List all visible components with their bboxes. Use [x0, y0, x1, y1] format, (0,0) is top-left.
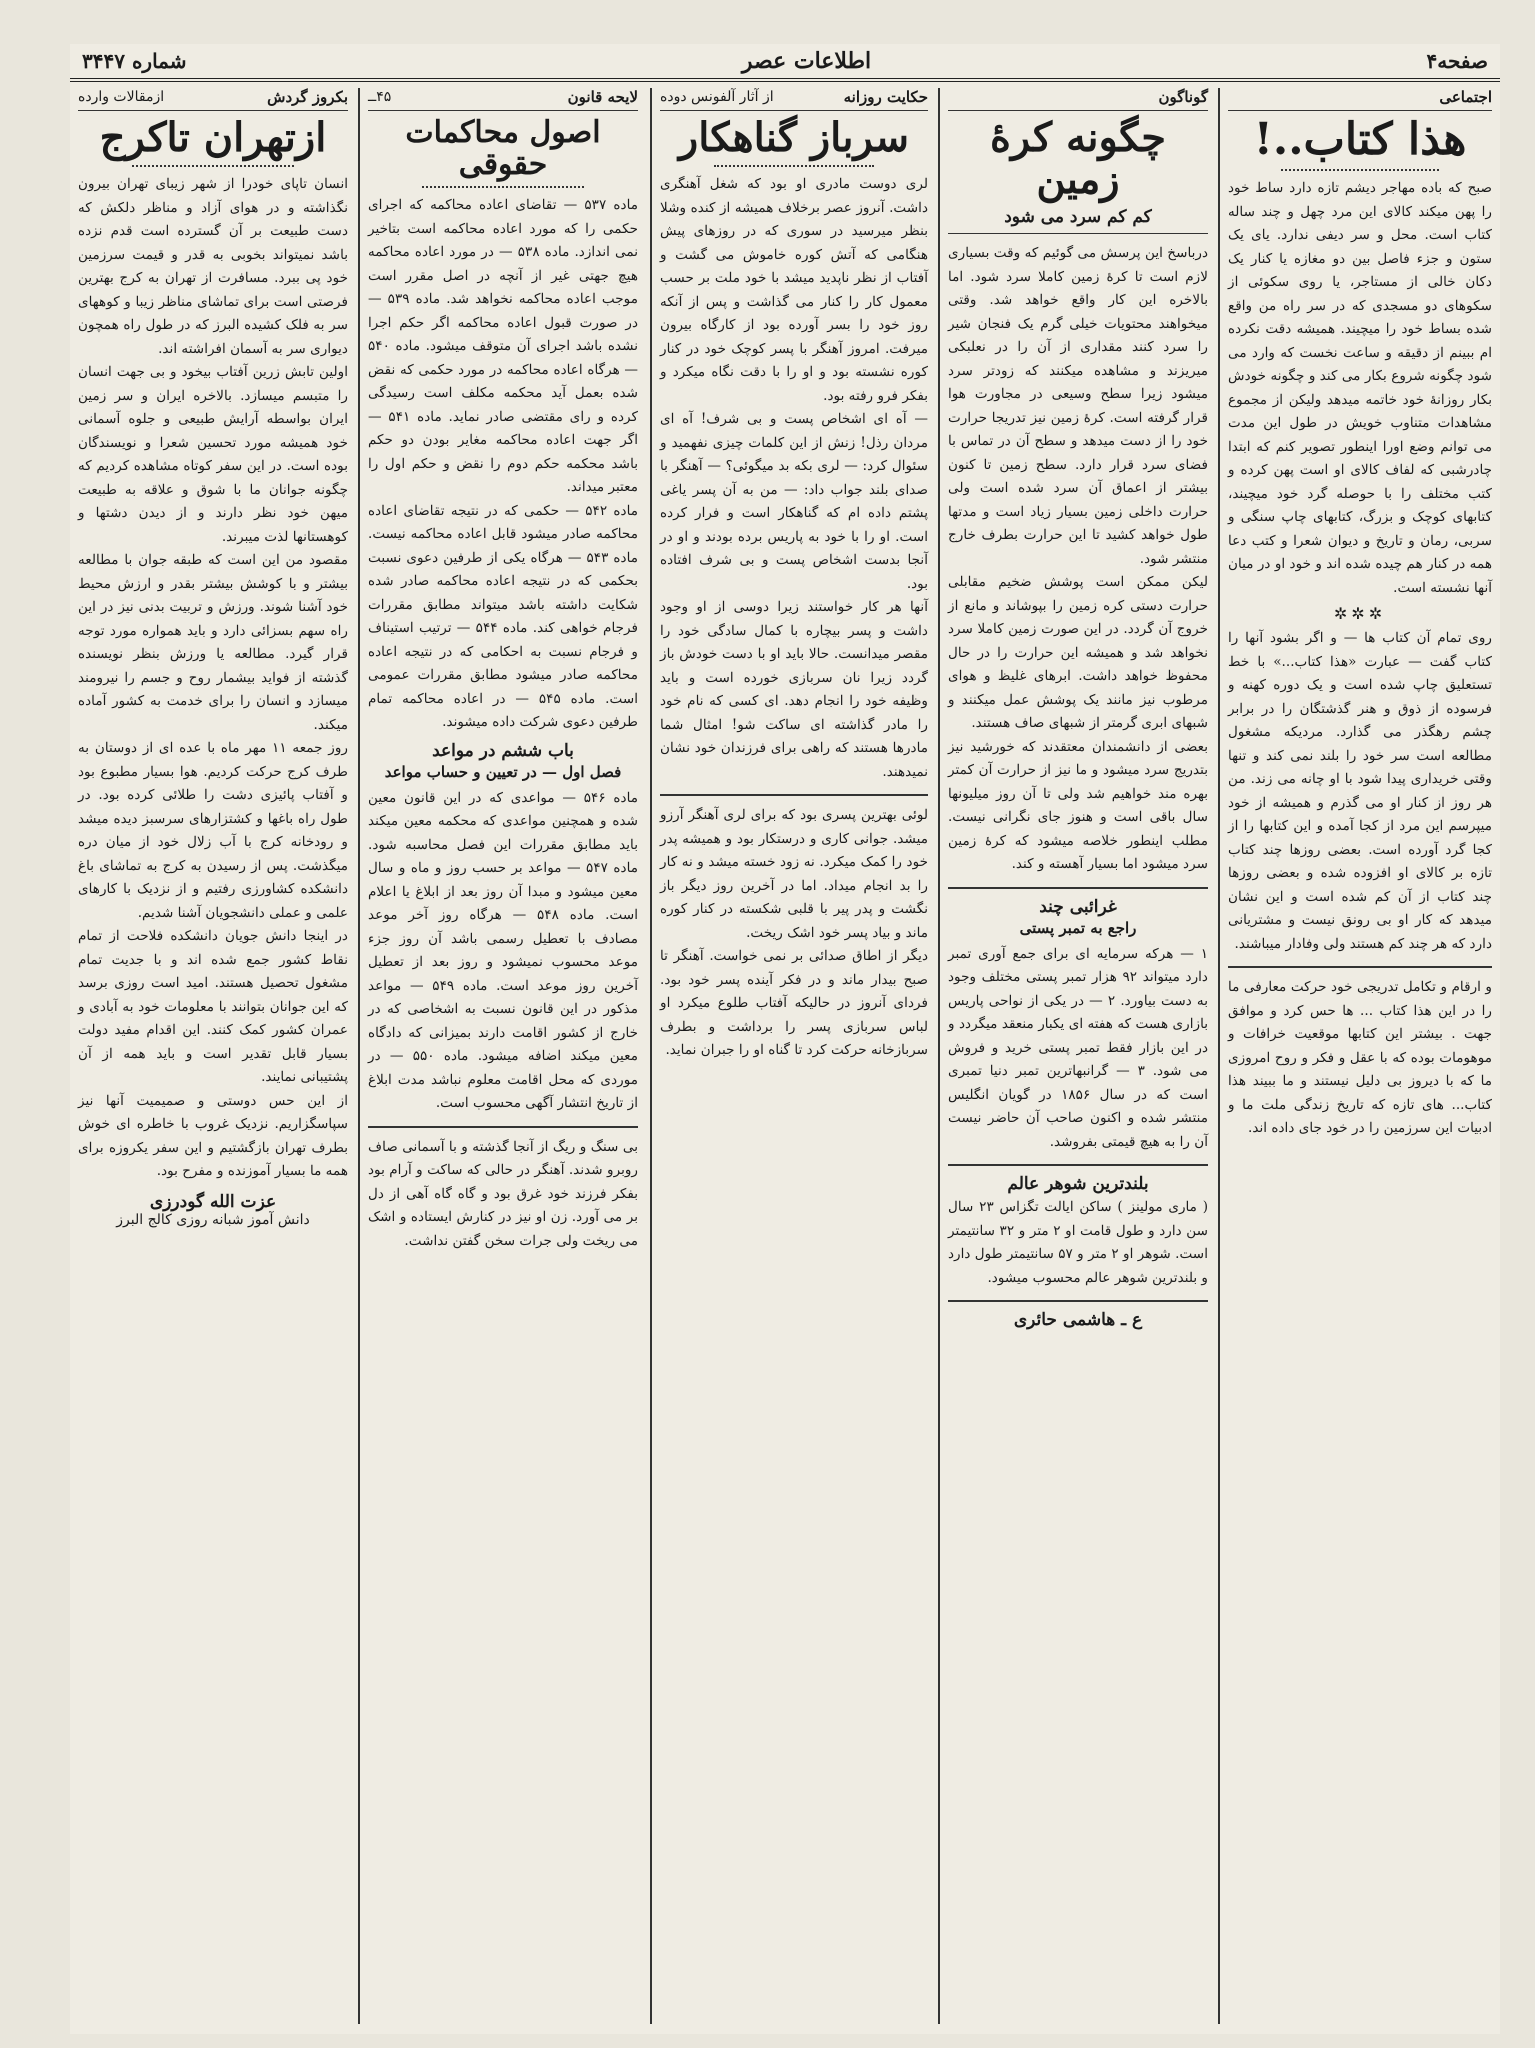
article-body: و ارقام و تکامل تدریجی خود حرکت معارفی ما را در این هذا کتاب ... ها حس کرد و موافق جهت . بیشتر این کتابها موقعیت خرافات و موهومات بوده که با عقل و فکر و روح امروزی ما که با دیروز بی دلیل نیستند و ما ببیند هذا کتاب... های تازه که تاریخ زندگی ملت ما و ادبیات این سرزمین را در خود جای داده اند.	[1228, 979, 1492, 1137]
headline-soldier: سرباز گناهکار	[678, 114, 910, 161]
headline-tehran: ازتهران تاکرج	[99, 114, 327, 161]
section-note: ۴۵ــ	[368, 89, 392, 105]
divider	[132, 165, 294, 167]
paper-name: اطلاعات عصر	[741, 48, 872, 74]
divider	[1228, 966, 1492, 968]
article-body: روی تمام آن کتاب ها — و اگر بشود آنها را کتاب گفت — عبارت «هذا کتاب...» با خط تستعلیق چاپ شده است و یک دوره کهنه و فرسوده از ذوق و هنر گذشتگان را در برابر چشم رهگذر می گذارد. مردیکه مشغول مطالعه است سر خود را بلند نمی کند و تنها وقتی خریداری پیدا شود با او چانه می زند. من هر روز از کنار او می گذرم و همیشه از خود میپرسم این مرد از کجا آمده و این کتابها را از کجا گرد آورده است. بعضی روزها چند کتاب تازه بر کالای او افزوده شده و بعضی روزها چند کتاب از آن کم شده است و این نشان میدهد که کار او بی رونق نیست و مشتریانی دارد که هر چند کم هستند ولی وفادار میباشند.	[1228, 630, 1492, 952]
section-label: لایحه قانون	[567, 88, 638, 106]
headline-law: اصول محاکمات حقوقی	[405, 115, 601, 182]
tall-title: بلندترین شوهر عالم	[1007, 1174, 1149, 1194]
masthead	[70, 44, 1500, 82]
article-body: لوئی بهترین پسری بود که برای لری آهنگر آرزو میشد. جوانی کاری و درستکار بود و همیشه پدر خود را کمک میکرد. نه زود خسته میشد و نه کار را بد انجام میداد. اما در آخرین روز دیگر باز نگشت و پدر پیر با قلبی شکسته در کنار کوره ماند و بیاد پسر خود اشک ریخت.	[660, 807, 928, 941]
chapter-subtitle: فصل اول — در تعیین و حساب مواعد	[384, 762, 622, 781]
subhead-earth: کم کم سرد می شود	[948, 207, 1208, 234]
article-body: اولین تابش زرین آفتاب بیخود و بی جهت انسان را متبسم میسازد. بالاخره ایران و سر زمین ایران بواسطه آرایش طبیعی و جلوه آسمانی خود همیشه مورد تحسین شعرا و نویسندگان بوده است. در این سفر کوتاه مشاهده کردیم که چگونه جوانان ما با شوق و علاقه به طبیعت میهن خود نظر دارند و از دیدن دشتها و کوهستانها لذت میبرند.	[78, 364, 348, 545]
divider	[1281, 169, 1439, 171]
column-tehran	[70, 88, 356, 2024]
newspaper-page	[70, 44, 1500, 2034]
section-kicker	[948, 88, 1208, 111]
divider	[422, 186, 584, 188]
article-body: انسان تاپای خودرا از شهر زیبای تهران بیرون نگذاشته و در هوای آزاد و مناظر دلکش که دست طبیعت بر آن گسترده است قدم نزده باشد نمیتواند بخوبی به قدر و قیمت سرزمین خود پی ببرد. مسافرت از تهران به کرج بهترین فرصتی است برای تماشای مناظر زیبا و کوههای سر به فلک کشیده البرز که در طول راه همچون دیواری سر به آسمان افراشته اند.	[78, 176, 348, 357]
column-social	[1220, 88, 1500, 2024]
section-note: از آثار آلفونس دوده	[660, 89, 774, 105]
ornament-stars: ✲✲✲	[1333, 604, 1387, 624]
section-kicker	[660, 88, 928, 111]
article-body: لری دوست مادری او بود که شغل آهنگری داشت. آنروز عصر برخلاف همیشه از کنده وشلا بنظر میرسید در سوری که در روزهای پیش هنگامی که آتش کوره خاموش می گشت و آفتاب از نظر ناپدید میشد با خود ملت بر حسب معمول کار را کنار می گذاشت و پس از آنکه روز خود را بسر آورده بود از کارگاه بیرون میرفت. امروز آهنگر با پسر کوچک خود در کنار کوره نشسته بود و او را با دقت نگاه میکرد و بفکر فرو رفته بود.	[660, 176, 928, 404]
divider	[948, 1300, 1208, 1302]
author-signature: عزت الله گودرزی	[149, 1191, 277, 1212]
section-label: حکایت روزانه	[843, 88, 928, 106]
column-rule	[1218, 88, 1220, 2024]
article-body: صبح که باده مهاجر دیشم تازه دارد ساط خود را پهن میکند کالای این مرد چهل و چند ساله کتاب است. محل و سر دیفی ندارد. یای یک ستون و جزء فاصل بین دو مغازه یا کنار یک دکان خالی از مستاجر، یا روی سکوئی از سکوهای دو مسجدی که در سر راه من واقع شده بساط خود را میچیند. همیشه دقت نکرده ام ببینم از دقیقه و ساعت نخست که وارد می شود چگونه شروع بکار می کند و چگونه خودش بکار روزانهٔ خود خاتمه میدهد ولیکن از مجموع مشاهدات متناوب خویش در طول این مدت می توانم وضع اورا اینطور تصویر کنم که ابتدا چادرشبی که لفاف کالای او است پهن کرده و کتب مختلف را با حوصله گرد خود میچیند، کتابهای کوچک و بزرگ، کتابهای چاپ سنگی و سربی، رمان و تاریخ و دیوان شعرا و کتب دعا همه در کنار هم چیده شده اند و خود او در میان آنها نشسته است.	[1228, 180, 1492, 596]
headline-social: هذا کتاب..!	[1253, 114, 1467, 165]
article-body: در اینجا دانش جویان دانشکده فلاحت از تمام نقاط کشور جمع شده اند و با جدیت تمام مشغول تحصیل هستند. امید است روزی برسد که این جوانان بتوانند با معلومات خود به آبادی و عمران کشور کمک کنند. این اقدام مفید دولت بسیار قابل تقدیر است و باید همه از آن پشتیبانی نمایند.	[78, 928, 348, 1085]
column-soldier	[652, 88, 936, 2024]
article-body: مقصود من این است که طبقه جوان با مطالعه بیشتر و با کوشش بیشتر بقدر و ارزش محیط خود آشنا شوند. ورزش و تربیت بدنی نیز در این راه سهم بسزائی دارد و باید همواره مورد توجه قرار گیرد. مطالعه یا ورزش بنظر نویسنده گذشته از فواید بیشمار روح و جسم را نیرومند میسازد و انسان را برای خدمت به کشور آماده میکند.	[78, 552, 348, 733]
issue-number: شماره ۳۴۴۷	[82, 49, 187, 73]
section-kicker	[368, 88, 638, 111]
column-rule	[938, 88, 940, 2024]
section-kicker	[1228, 88, 1492, 111]
section-label: اجتماعی	[1439, 88, 1492, 106]
article-body: ماده ۵۴۲ — حکمی که در نتیجه تقاضای اعاده محاکمه صادر میشود قابل اعاده محاکمه نیست. ماده ۵۴۳ — هرگاه یکی از طرفین دعوی نسبت بحکمی که در نتیجه اعاده محاکمه صادر شده شکایت داشته باشد میتواند مطابق مقررات فرجام خواهی کند. ماده ۵۴۴ — ترتیب استیناف و فرجام نسبت به احکامی که در نتیجه اعاده محاکمه صادر میشود مطابق مقررات عمومی است. ماده ۵۴۵ — در اعاده محاکمه تمام طرفین دعوی شرکت داده میشوند.	[368, 502, 639, 730]
article-body: از این حس دوستی و صمیمیت آنها نیز سپاسگزاریم. نزدیک غروب با خاطره ای خوش بطرف تهران بازگشتیم و این سفر یکروزه برای همه ما بسیار آموزنده و مفرح بود.	[78, 1092, 348, 1179]
article-body: بی سنگ و ریگ از آنجا گذشته و با آسمانی صاف روبرو شدند. آهنگر در حالی که ساکت و آرام بود بفکر فرزند خود غرق بود و گاه گاه آهی از دل بر می آورد. زن او نیز در کنارش ایستاده و اشک می ریخت ولی جرات سخن گفتن نداشت.	[368, 1138, 638, 1249]
section-note: ازمقالات وارده	[78, 89, 165, 105]
chapter-title: باب ششم در مواعد	[432, 740, 574, 761]
author-signature: ع ـ هاشمی حائری	[1013, 1310, 1143, 1330]
article-body: ( ماری مولینز ) ساکن ایالت تگزاس ۲۳ سال سن دارد و طول قامت او ۲ متر و ۳۲ سانتیمتر است. شوهر او ۲ متر و ۵۷ سانتیمتر طول دارد و بلندترین شوهر عالم محسوب میشود.	[948, 1199, 1209, 1286]
article-body: آنها هر کار خواستند زیرا دوسی از او وجود داشت و پسر بیچاره با کمال سادگی خود را مقصر میدانست. حالا باید او با دست خودش باز گردد زیرا نان سربازی خورده است و باید وظیفه خود را انجام دهد. ای کسی که نام خود را مادر گذاشته ای ساکت شو! امثال شما مادرها هستند که راهی برای فرزندان خود نشان نمیدهند.	[660, 599, 928, 780]
divider	[948, 1164, 1208, 1166]
column-rule	[358, 88, 360, 2024]
article-body: لیکن ممکن است پوشش ضخیم مقابلی حرارت دستی کره زمین را بپوشاند و مانع از خروج آن گردد. در این صورت زمین کاملا سرد نخواهد شد و همیشه این حرارت را در حال محفوظ خواهد داشت. ابرهای غلیظ و هوای مرطوب نیز مانند یک پوشش عمل میکنند و شبهای ابری گرمتر از شبهای صاف هستند.	[948, 574, 1208, 731]
column-rule	[650, 88, 652, 2024]
article-body: روز جمعه ۱۱ مهر ماه با عده ای از دوستان به طرف کرج حرکت کردیم. هوا بسیار مطبوع بود و آفتاب پائیزی دشت را طلائی کرده بود. در طول راه باغها و کشتزارهای سرسبز دیده میشد و رودخانه کرج با آب زلال خود از میان دره میگذشت. پس از رسیدن به کرج به تماشای باغ دانشکده کشاورزی رفتیم و از نزدیک با کارهای علمی و عملی دانشجویان آشنا شدیم.	[78, 740, 348, 921]
page-number: صفحه۴	[1426, 49, 1488, 73]
headline-earth: چگونه کرهٔ زمین	[989, 114, 1167, 203]
article-body: درباسخ این پرسش می گوئیم که وقت بسیاری لازم است تا کرهٔ زمین کاملا سرد شود. اما بالاخره این کار واقع خواهد شد. وقتی میخواهند محتویات خیلی گرم یک فنجان شیر را سرد کنند مقداری از آن را در نعلبکی میریزند و مشاهده میکنند که زودتر سرد میشود زیرا سطح وسیعی در مجاورت هوا قرار گرفته است. کرهٔ زمین نیز تدریجا حرارت خود را از دست میدهد و سطح آن در تماس با فضای سرد قرار دارد. سطح زمین تا کنون بیشتر از اعماق آن سرد شده است ولی حرارت داخلی زمین بسیار زیاد است و مدتها طول خواهد کشید تا این حرارت بطرف خارج منتشر شود.	[948, 245, 1208, 567]
section-kicker	[78, 88, 348, 111]
divider	[368, 1126, 638, 1128]
section-label: بکروز گردش	[267, 88, 348, 106]
column-law	[360, 88, 646, 2024]
divider	[660, 794, 928, 796]
odd-subtitle: راجع به تمبر پستی	[1019, 918, 1137, 937]
article-body: دیگر از اطاق صدائی بر نمی خواست. آهنگر تا صبح بیدار ماند و در فکر آینده پسر خود بود. فردای آنروز در حالیکه آفتاب طلوع میکرد او لباس سربازی پسر را برداشت و بطرف سربازخانه حرکت کرد تا گناه او را جبران نماید.	[660, 948, 928, 1058]
article-body: ۱ — هرکه سرمایه ای برای جمع آوری تمبر دارد میتواند ۹۲ هزار تمبر پستی مختلف وجود به دست بیاورد. ۲ — در یکی از نواحی پاریس بازاری هست که هفته ای یکبار منعقد میگردد و در این بازار فقط تمبر پستی خرید و فروش می شود. ۳ — گرانبهاترین تمبر دنیا تمبری است که در سال ۱۸۵۶ در گویان انگلیس منتشر شده و اکنون صاحب آن حاضر نیست آن را به هیچ قیمتی بفروشد.	[948, 945, 1208, 1150]
author-affiliation: دانش آموز شبانه روزی کالج البرز	[116, 1211, 310, 1228]
divider	[948, 887, 1208, 889]
section-label: گوناگون	[1158, 88, 1208, 106]
divider	[714, 165, 875, 167]
article-body: ماده ۵۳۷ — تقاضای اعاده محاکمه که اجرای حکمی را که مورد اعاده محاکمه است بتاخیر نمی اندازد. ماده ۵۳۸ — در مورد اعاده محاکمه هیچ جهتی غیر از آنچه در اصل مقرر است موجب اعاده محاکمه نخواهد شد. ماده ۵۳۹ — در صورت قبول اعاده محاکمه اگر حکم اجرا نشده باشد اجرای آن متوقف میشود. ماده ۵۴۰ — هرگاه اعاده محاکمه در مورد حکمی که نقض شده بعمل آید محکمه مکلف است رسیدگی کرده و رای مقتضی صادر نماید. ماده ۵۴۱ — اگر جهت اعاده محاکمه مغایر بودن دو حکم باشد محکمه حکم دوم را نقض و حکم اول را معتبر میداند.	[368, 197, 639, 495]
odd-title: غرائبی چند	[1039, 896, 1117, 917]
column-earth	[940, 88, 1216, 2024]
article-body: ماده ۵۴۶ — مواعدی که در این قانون معین شده و همچنین مواعدی که محکمه معین میکند باید مطابق مقررات این فصل محاسبه شود. ماده ۵۴۷ — مواعد بر حسب روز و ماه و سال معین میشود و مبدا آن روز بعد از ابلاغ یا اعلام است. ماده ۵۴۸ — هرگاه روز آخر موعد مصادف با تعطیل رسمی باشد آن روز جزء موعد محسوب نمیشود و روز بعد از تعطیل آخرین روز موعد است. ماده ۵۴۹ — مواعد مذکور در این قانون نسبت به اشخاصی که در خارج از کشور اقامت دارند بمیزانی که دادگاه معین میکند اضافه میشود. ماده ۵۵۰ — در موردی که محل اقامت معلوم نباشد مدت ابلاغ از تاریخ انتشار آگهی محسوب است.	[368, 789, 639, 1111]
article-body: — آه ای اشخاص پست و بی شرف! آه ای مردان رذل! زنش از این کلمات چیزی نفهمید و سئوال کرد: — لری بکه بد میگوئی؟ — آهنگر با صدای بلند جواب داد: — من به آن پسر یاغی پشتم داده ام که گناهکار است و فرار کرده است. او را با خود به پاریس برده بودند و او در آنجا بدست اشخاص پست و بی شرف افتاده بود.	[660, 411, 928, 592]
article-body: بعضی از دانشمندان معتقدند که خورشید نیز بتدریج سرد میشود و ما نیز از حرارت آن کمتر بهره مند خواهیم شد ولی تا آن روز میلیونها سال باقی است و هنوز جای نگرانی نیست. مطلب اینطور خلاصه میشود که کرهٔ زمین سرد میشود اما بسیار آهسته و کند.	[948, 738, 1208, 872]
